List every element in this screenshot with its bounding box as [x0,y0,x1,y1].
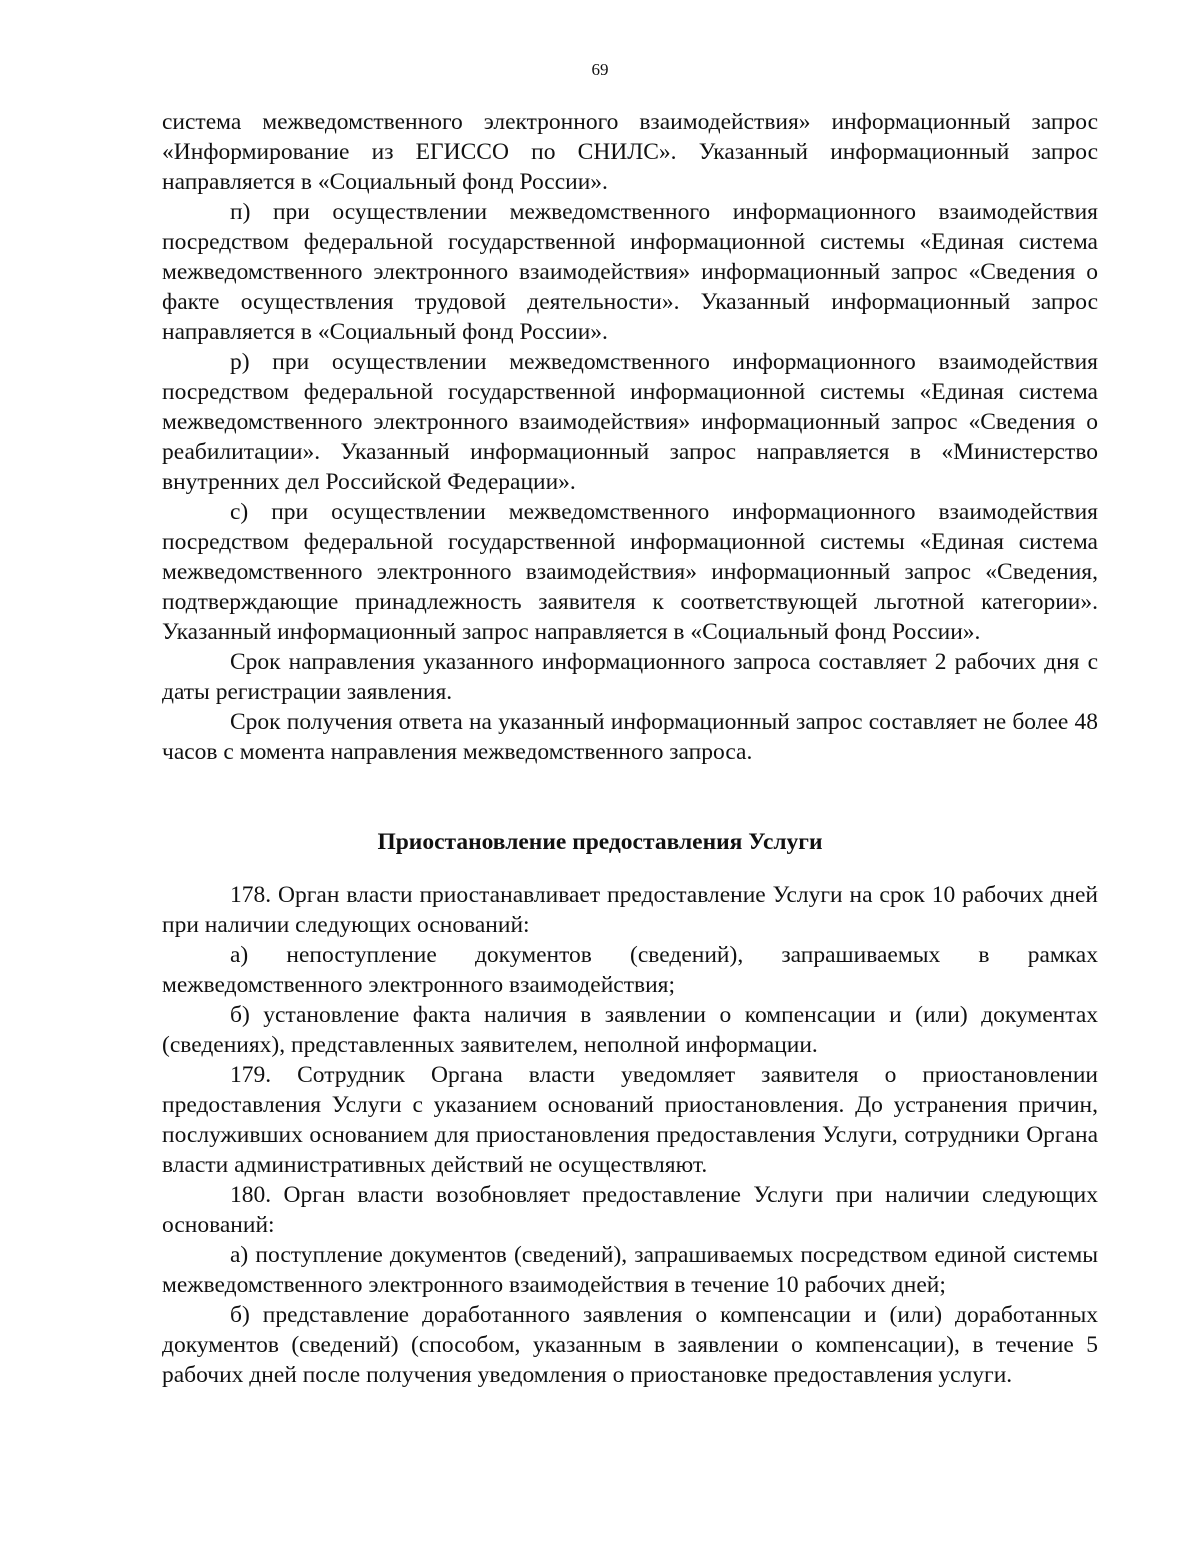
paragraph: с) при осуществлении межведомственного информационного взаимодействия посредством федеральной государственной информационной системы «Единая система межведомственного электронного взаимодействия» информационный запрос «Сведения, подтверждающие принадлежность заявителя к соответствующей льготной категории». Указанный информационный запрос направляется в «Социальный фонд России». [162,499,1098,645]
document-body-bottom [162,880,1098,1390]
paragraph: б) представление доработанного заявления о компенсации и (или) доработанных документов (сведений) (способом, указанным в заявлении о компенсации), в течение 5 рабочих дней после получения уведомления о приостановке предоставления услуги. [162,1302,1098,1388]
paragraph: 179. Сотрудник Органа власти уведомляет заявителя о приостановлении предоставления Услуги с указанием оснований приостановления. До устранения причин, послуживших основанием для приостановления предоставления Услуги, сотрудники Органа власти административных действий не осуществляют. [162,1062,1098,1178]
document-body-top [162,107,1098,767]
section-heading: Приостановление предоставления Услуги [377,829,823,855]
paragraph: р) при осуществлении межведомственного информационного взаимодействия посредством федеральной государственной информационной системы «Единая система межведомственного электронного взаимодействия» информационный запрос «Сведения о реабилитации». Указанный информационный запрос направляется в «Министерство внутренних дел Российской Федерации». [162,349,1098,495]
paragraph: 178. Орган власти приостанавливает предоставление Услуги на срок 10 рабочих дней при наличии следующих оснований: [162,882,1098,938]
paragraph: система межведомственного электронного взаимодействия» информационный запрос «Информирование из ЕГИССО по СНИЛС». Указанный информационный запрос направляется в «Социальный фонд России». [162,109,1098,195]
paragraph: а) непоступление документов (сведений), запрашиваемых в рамках межведомственного электронного взаимодействия; [162,942,1098,998]
page-number: 69 [591,60,609,79]
paragraph: а) поступление документов (сведений), запрашиваемых посредством единой системы межведомственного электронного взаимодействия в течение 10 рабочих дней; [162,1242,1098,1298]
paragraph: Срок направления указанного информационного запроса составляет 2 рабочих дня с даты регистрации заявления. [162,649,1098,705]
paragraph: п) при осуществлении межведомственного информационного взаимодействия посредством федеральной государственной информационной системы «Единая система межведомственного электронного взаимодействия» информационный запрос «Сведения о факте осуществления трудовой деятельности». Указанный информационный запрос направляется в «Социальный фонд России». [162,199,1098,345]
paragraph: Срок получения ответа на указанный информационный запрос составляет не более 48 часов с момента направления межведомственного запроса. [162,709,1098,765]
paragraph: б) установление факта наличия в заявлении о компенсации и (или) документах (сведениях), представленных заявителем, неполной информации. [162,1002,1098,1058]
paragraph: 180. Орган власти возобновляет предоставление Услуги при наличии следующих оснований: [162,1182,1098,1238]
